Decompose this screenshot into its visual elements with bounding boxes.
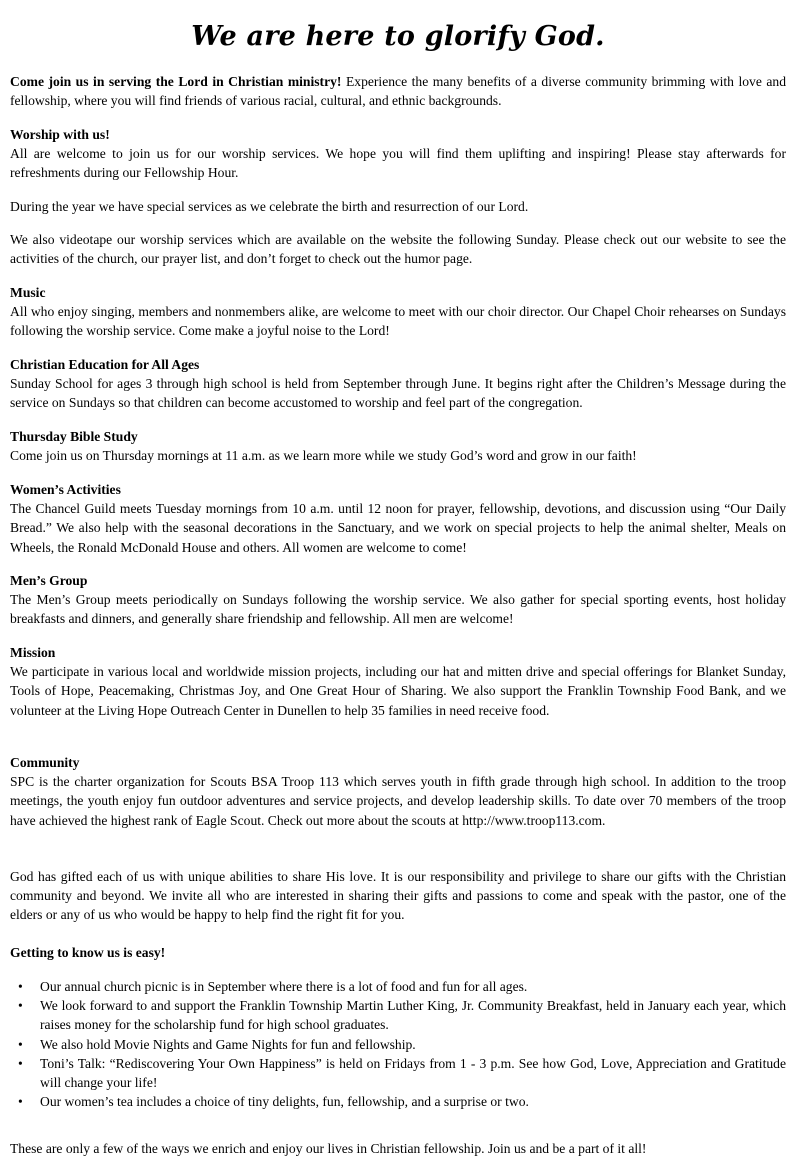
womens-text: The Chancel Guild meets Tuesday mornings from 10 a.m. until 12 noon for prayer, fellowship, devotions, and discussion using “Our Daily Bread.” We also help with the seasonal decorations in the Sanctuary, and we work on special projects to help the animal shelter, Meals on Wheels, the Ronald McDonald House and others. All women are welcome to come! xyxy=(10,501,786,555)
womens-heading: Women’s Activities xyxy=(10,482,121,497)
worship-special-services: During the year we have special services as we celebrate the birth and resurrection of our Lord. xyxy=(10,199,529,214)
list-item-text: Toni’s Talk: “Rediscovering Your Own Happiness” is held on Fridays from 1 - 3 p.m. See how God, Love, Appreciation and Gratitude will change your life! xyxy=(40,1055,786,1091)
mission-heading: Mission xyxy=(10,645,56,660)
list-item xyxy=(10,1054,786,1092)
intro-paragraph xyxy=(10,72,786,110)
community-section xyxy=(10,753,786,830)
worship-heading: Worship with us! xyxy=(10,127,110,142)
getting-to-know-list xyxy=(10,977,786,1111)
bullet-icon: • xyxy=(18,1036,23,1052)
list-item xyxy=(10,996,786,1034)
mission-section xyxy=(10,643,786,720)
getting-to-know-heading xyxy=(10,943,786,962)
community-heading: Community xyxy=(10,755,80,770)
list-item xyxy=(10,1092,786,1111)
mission-text: We participate in various local and worldwide mission projects, including our hat and mitten drive and special offerings for Blanket Sunday, Tools of Hope, Peacemaking, Christmas Joy, and One Great Hour of Sharing. We also support the Franklin Township Food Bank, and we volunteer at the Living Hope Outreach Center in Dunellen to help 35 families in need receive food. xyxy=(10,664,786,718)
list-item xyxy=(10,1035,786,1054)
music-section xyxy=(10,283,786,341)
list-item-text: We also hold Movie Nights and Game Nights for fun and fellowship. xyxy=(40,1036,416,1052)
gifts-paragraph: God has gifted each of us with unique abilities to share His love. It is our responsibility and privilege to share our gifts with the Christian community and beyond. We invite all who are interested in sharing their gifts and passions to come and speak with the pastor, one of the elders or any of us who would be happy to help find the right fit for you. xyxy=(10,869,786,923)
education-text: Sunday School for ages 3 through high school is held from September through June. It begins right after the Children’s Message during the service on Sundays so that children can become accustomed to worship and feel part of the congregation. xyxy=(10,376,786,411)
list-item-text: Our women’s tea includes a choice of tiny delights, fun, fellowship, and a surprise or two. xyxy=(40,1094,529,1110)
intro-text: Experience the many benefits of a diverse community brimming with love and fellowship, where you will find friends of various racial, cultural, and ethnic backgrounds. xyxy=(10,74,787,109)
list-item-text: Our annual church picnic is in September where there is a lot of food and fun for all ages. xyxy=(40,979,528,994)
bible-study-heading: Thursday Bible Study xyxy=(10,429,138,444)
intro-lead: Come join us in serving the Lord in Christian ministry! xyxy=(10,74,342,89)
mens-heading: Men’s Group xyxy=(10,573,88,588)
getting-to-know-heading-text: Getting to know us is easy! xyxy=(10,945,166,960)
bullet-icon: • xyxy=(18,979,23,994)
community-text: SPC is the charter organization for Scouts BSA Troop 113 which serves youth in fifth grade through high school. In addition to the troop meetings, the youth enjoy fun outdoor adventures and service projects, and develop leadership skills. To date over 70 members of the troop have achieved the highest rank of Eagle Scout. Check out more about the scouts at http://www.troop113.com. xyxy=(10,774,786,828)
bible-study-section xyxy=(10,427,786,465)
closing-paragraph: These are only a few of the ways we enrich and enjoy our lives in Christian fellowship. Join us and be a part of it all! xyxy=(10,1141,647,1156)
bullet-icon: • xyxy=(18,1055,23,1071)
womens-section xyxy=(10,480,786,557)
worship-text-1: All are welcome to join us for our worship services. We hope you will find them uplifting and inspiring! Please stay afterwards for refreshments during our Fellowship Hour. xyxy=(10,146,786,181)
music-heading: Music xyxy=(10,285,46,300)
mens-section xyxy=(10,571,786,629)
music-text: All who enjoy singing, members and nonmembers alike, are welcome to meet with our choir director. Our Chapel Choir rehearses on Sundays following the worship service. Come make a joyful noise to the Lord! xyxy=(10,304,786,339)
mens-text: The Men’s Group meets periodically on Sundays following the worship service. We also gather for special sporting events, host holiday breakfasts and dinners, and generally share friendship and fellowship. All men are welcome! xyxy=(10,592,786,627)
list-item-text: We look forward to and support the Franklin Township Martin Luther King, Jr. Community Breakfast, held in January each year, which raises money for the scholarship fund for high school graduates. xyxy=(40,998,786,1033)
bullet-icon: • xyxy=(18,998,23,1014)
worship-videotape: We also videotape our worship services which are available on the website the following Sunday. Please check out our website to see the activities of the church, our prayer list, and don’t forget to check out the humor page. xyxy=(10,232,786,267)
bible-study-text: Come join us on Thursday mornings at 11 a.m. as we learn more while we study God’s word and grow in our faith! xyxy=(10,448,637,464)
page-title: We are here to glorify God. xyxy=(191,21,605,52)
education-heading: Christian Education for All Ages xyxy=(10,357,200,372)
document-page xyxy=(10,0,787,1156)
worship-section xyxy=(10,125,786,183)
bullet-icon: • xyxy=(18,1094,23,1110)
education-section xyxy=(10,355,786,413)
list-item xyxy=(10,977,786,996)
